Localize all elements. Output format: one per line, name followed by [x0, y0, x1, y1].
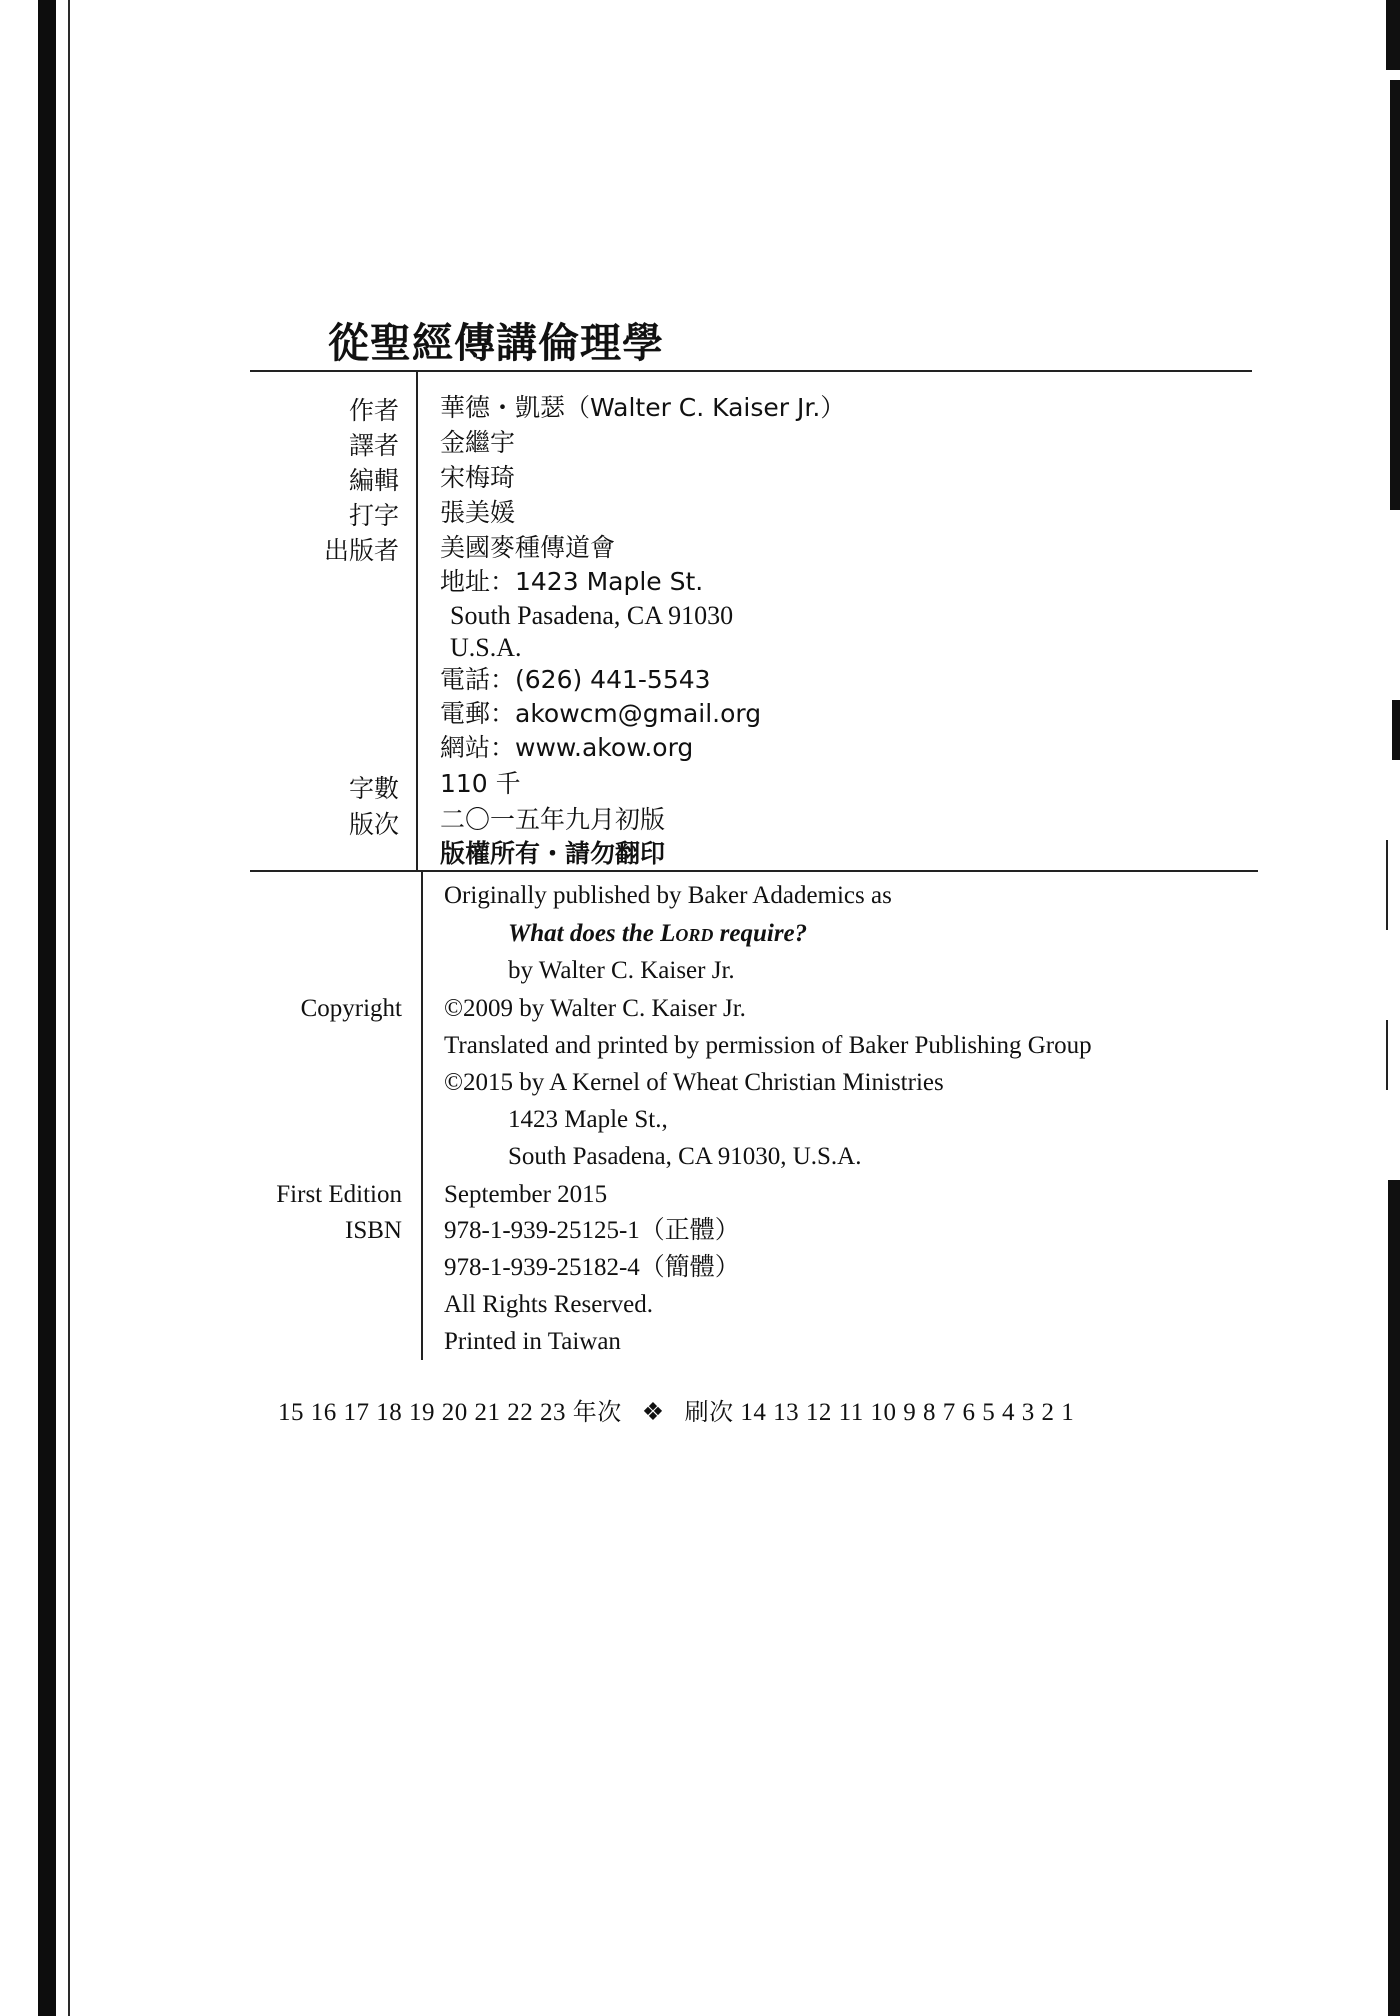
separator-icon: ❖: [641, 1399, 665, 1426]
english-address-line2: South Pasadena, CA 91030, U.S.A.: [508, 1143, 862, 1170]
copyright-2009: ©2009 by Walter C. Kaiser Jr.: [444, 995, 746, 1022]
all-rights-reserved: All Rights Reserved.: [444, 1291, 654, 1318]
years-label: 年次: [572, 1398, 622, 1426]
edition-value: 二〇一五年九月初版: [440, 805, 666, 834]
word-count-value: 110 千: [440, 769, 521, 798]
printed-in: Printed in Taiwan: [444, 1328, 621, 1355]
credit-label-author: 作者: [348, 396, 399, 425]
credit-value-translator: 金繼宇: [440, 428, 516, 457]
publisher-address-line1: 地址：1423 Maple St.: [440, 567, 704, 596]
publisher-address-line2: South Pasadena, CA 91030: [450, 601, 734, 630]
publisher-website: 網站：www.akow.org: [440, 733, 694, 762]
credit-value-publisher: 美國麥種傳道會: [440, 533, 616, 562]
isbn-label: ISBN: [345, 1217, 402, 1244]
original-title: What does the Lord require?: [508, 920, 808, 947]
book-title: 從聖經傳講倫理學: [328, 319, 664, 367]
isbn-traditional: 978-1-939-25125-1（正體）: [444, 1217, 740, 1244]
isbn-simplified: 978-1-939-25182-4（簡體）: [444, 1254, 740, 1281]
printing-numbers: 14 13 12 11 10 9 8 7 6 5 4 3 2 1: [740, 1399, 1075, 1426]
publisher-email: 電郵：akowcm@gmail.org: [440, 699, 762, 728]
credit-label-translator: 譯者: [348, 431, 399, 460]
credit-label-typist: 打字: [348, 501, 399, 530]
publisher-address-line3: U.S.A.: [450, 633, 522, 662]
copyright-label: Copyright: [300, 995, 402, 1022]
publisher-phone: 電話：(626) 441-5543: [440, 665, 711, 694]
credit-value-editor: 宋梅琦: [440, 463, 516, 492]
printing-history-line: [278, 1396, 1074, 1429]
scan-right-edge: [1386, 0, 1400, 2016]
first-edition-label: First Edition: [276, 1181, 402, 1208]
top-rule: [250, 370, 1252, 372]
scan-binding-line: [68, 0, 70, 2016]
upper-column-rule: [416, 372, 418, 870]
credit-value-typist: 張美媛: [440, 498, 516, 527]
edition-label: 版次: [348, 810, 399, 839]
english-address-line1: 1423 Maple St.,: [508, 1106, 668, 1133]
rights-reserved-zh: 版權所有・請勿翻印: [440, 839, 666, 868]
originally-published: Originally published by Baker Adademics as: [444, 882, 892, 909]
credit-label-editor: 編輯: [348, 466, 399, 495]
original-author: by Walter C. Kaiser Jr.: [508, 957, 735, 984]
scan-binding-shadow: [38, 0, 56, 2016]
credit-value-author: 華德・凱瑟（Walter C. Kaiser Jr.）: [440, 393, 846, 422]
translated-permission: Translated and printed by permission of Baker Publishing Group: [444, 1032, 1092, 1059]
lower-column-rule: [421, 872, 423, 1360]
first-edition-value: September 2015: [444, 1181, 608, 1208]
printings-label: 刷次: [684, 1398, 734, 1426]
credit-label-publisher: 出版者: [323, 536, 399, 565]
word-count-label: 字數: [348, 774, 399, 803]
copyright-2015: ©2015 by A Kernel of Wheat Christian Ministries: [444, 1069, 944, 1096]
year-numbers: 15 16 17 18 19 20 21 22 23: [278, 1399, 566, 1426]
middle-rule: [250, 870, 1258, 872]
